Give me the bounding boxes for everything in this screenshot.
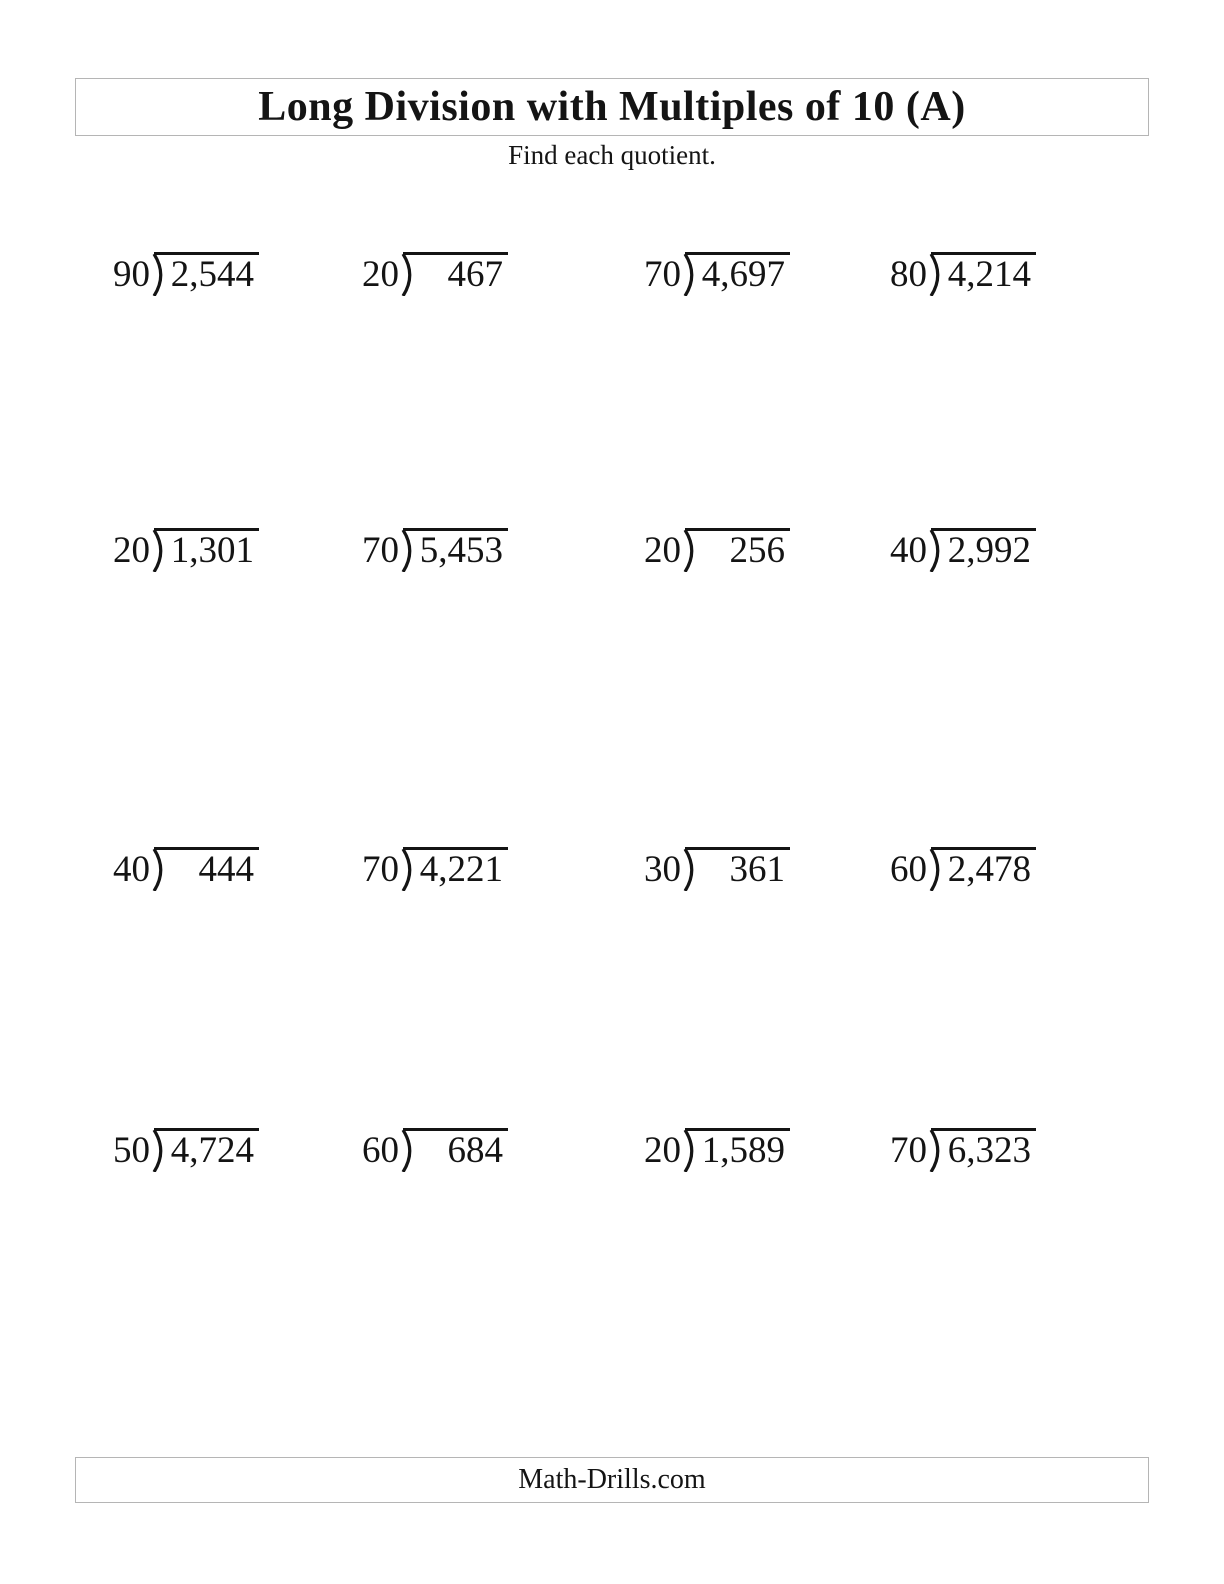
- division-problem-6: [362, 528, 508, 572]
- division-problem-2: [362, 252, 508, 296]
- divisor: 30: [644, 849, 681, 890]
- dividend: 256: [685, 528, 790, 569]
- divisor: 70: [644, 254, 681, 295]
- dividend: 2,478: [931, 847, 1036, 888]
- division-problem-16: [890, 1128, 1036, 1172]
- dividend: 4,214: [931, 252, 1036, 293]
- title-box: [75, 78, 1149, 136]
- divisor: 70: [890, 1130, 927, 1171]
- dividend: 444: [154, 847, 259, 888]
- divisor: 90: [113, 254, 150, 295]
- divisor: 70: [362, 530, 399, 571]
- divisor: 60: [890, 849, 927, 890]
- dividend: 467: [403, 252, 508, 293]
- division-problem-7: [644, 528, 790, 572]
- footer-brand: Math-Drills.com: [518, 1464, 706, 1495]
- division-problem-8: [890, 528, 1036, 572]
- dividend: 1,301: [154, 528, 259, 569]
- dividend: 2,544: [154, 252, 259, 293]
- division-problem-12: [890, 847, 1036, 891]
- dividend: 361: [685, 847, 790, 888]
- division-problem-5: [113, 528, 259, 572]
- division-problem-11: [644, 847, 790, 891]
- worksheet-title: Long Division with Multiples of 10 (A): [258, 84, 966, 130]
- division-problem-3: [644, 252, 790, 296]
- divisor: 70: [362, 849, 399, 890]
- dividend: 684: [403, 1128, 508, 1169]
- divisor: 80: [890, 254, 927, 295]
- footer-box: [75, 1457, 1149, 1503]
- dividend: 2,992: [931, 528, 1036, 569]
- dividend: 4,724: [154, 1128, 259, 1169]
- dividend: 4,697: [685, 252, 790, 293]
- divisor: 50: [113, 1130, 150, 1171]
- divisor: 20: [113, 530, 150, 571]
- dividend: 5,453: [403, 528, 508, 569]
- dividend: 1,589: [685, 1128, 790, 1169]
- divisor: 40: [890, 530, 927, 571]
- divisor: 20: [644, 530, 681, 571]
- divisor: 40: [113, 849, 150, 890]
- division-problem-14: [362, 1128, 508, 1172]
- divisor: 60: [362, 1130, 399, 1171]
- worksheet-instructions: Find each quotient.: [508, 140, 716, 170]
- division-problem-13: [113, 1128, 259, 1172]
- dividend: 6,323: [931, 1128, 1036, 1169]
- division-problem-9: [113, 847, 259, 891]
- division-problem-15: [644, 1128, 790, 1172]
- division-problem-10: [362, 847, 508, 891]
- divisor: 20: [644, 1130, 681, 1171]
- division-problem-1: [113, 252, 259, 296]
- divisor: 20: [362, 254, 399, 295]
- dividend: 4,221: [403, 847, 508, 888]
- division-problem-4: [890, 252, 1036, 296]
